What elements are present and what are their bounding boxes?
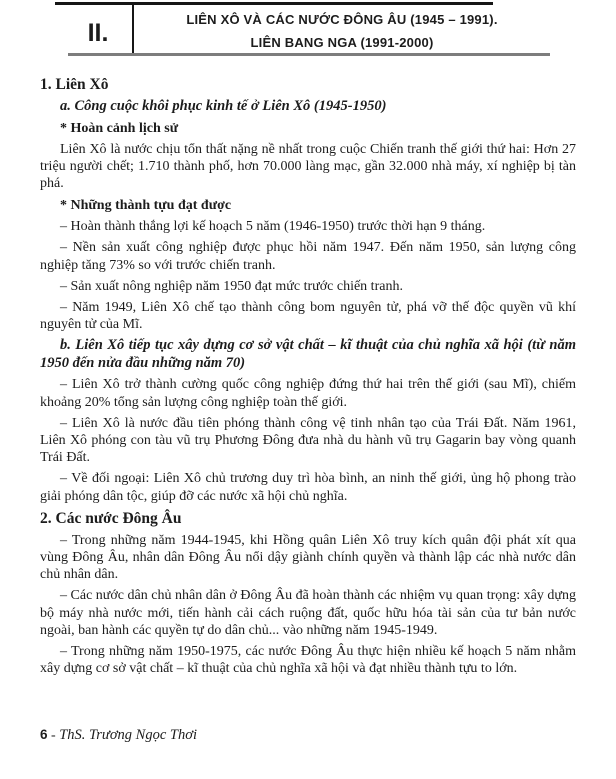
- paragraph: – Liên Xô trở thành cường quốc công nghiệp đứng thứ hai trên thế giới (sau Mĩ), chiếm khoảng 20% tổng sản lượng công nghiệp toàn thế giới.: [40, 377, 576, 410]
- page-number: 6: [40, 727, 48, 742]
- chapter-number: II.: [87, 19, 109, 47]
- paragraph: – Liên Xô là nước đầu tiên phóng thành công vệ tinh nhân tạo của Trái Đất. Năm 1961, Liên Xô phóng con tàu vũ trụ Phương Đông đưa nhà du hành vũ trụ Gagarin bay vòng quanh Trái Đất.: [40, 415, 576, 466]
- paragraph: – Sản xuất nông nghiệp năm 1950 đạt mức trước chiến tranh.: [60, 278, 403, 294]
- paragraph: – Về đối ngoại: Liên Xô chủ trương duy trì hòa bình, an ninh thế giới, ủng hộ phong trào giải phóng dân tộc, giúp đỡ các nước xã hội chủ nghĩa.: [40, 471, 576, 504]
- subsection-a-heading: a. Công cuộc khôi phục kinh tế ở Liên Xô (1945-1950): [60, 98, 387, 114]
- label-nhung-thanh-tuu: * Những thành tựu đạt được: [60, 197, 232, 213]
- paragraph: – Trong những năm 1944-1945, khi Hồng quân Liên Xô truy kích quân đội phát xít qua vùng Đông Âu, nhân dân Đông Âu nổi dậy giành chính quyền và thành lập các nhà nước dân chủ nhân dân.: [40, 532, 576, 583]
- subsection-b-heading: b. Liên Xô tiếp tục xây dựng cơ sở vật chất – kĩ thuật của chủ nghĩa xã hội (từ năm 1950 đến nửa đầu những năm 70): [40, 337, 576, 371]
- paragraph: – Nền sản xuất công nghiệp được phục hồi năm 1947. Đến năm 1950, sản lượng công nghiệp tăng 73% so với trước chiến tranh.: [40, 240, 576, 273]
- chapter-title-line-2: LIÊN BANG NGA (1991-2000): [250, 34, 434, 50]
- section-1-heading: 1. Liên Xô: [40, 76, 109, 93]
- footer-separator: -: [51, 728, 56, 743]
- paragraph: – Các nước dân chủ nhân dân ở Đông Âu đã hoàn thành các nhiệm vụ quan trọng: xây dựng bộ máy nhà nước mới, tiến hành cải cách ruộng đất, quốc hữu hóa tài sản của tư bản nước ngoài, ban hành các quyền tự do dân chủ... vào những năm 1945-1949.: [40, 588, 576, 638]
- chapter-title-line-1: LIÊN XÔ VÀ CÁC NƯỚC ĐÔNG ÂU (1945 – 1991).: [186, 12, 498, 27]
- author-name: ThS. Trương Ngọc Thơi: [59, 727, 197, 743]
- paragraph: – Trong những năm 1950-1975, các nước Đông Âu thực hiện nhiều kế hoạch 5 năm nhằm xây dựng cơ sở vật chất – kĩ thuật của chủ nghĩa xã hội và đạt nhiều thành tựu to lớn.: [40, 643, 576, 677]
- page-body: [40, 73, 576, 681]
- chapter-header-box: [0, 0, 616, 57]
- section-2-heading: 2. Các nước Đông Âu: [40, 509, 182, 527]
- paragraph: – Năm 1949, Liên Xô chế tạo thành công bom nguyên tử, phá vỡ thế độc quyền vũ khí nguyên tử của Mĩ.: [40, 299, 576, 333]
- paragraph: – Hoàn thành thắng lợi kế hoạch 5 năm (1946-1950) trước thời hạn 9 tháng.: [60, 219, 486, 235]
- page-footer: [40, 726, 197, 745]
- paragraph: Liên Xô là nước chịu tổn thất nặng nề nhất trong cuộc Chiến tranh thế giới thứ hai: Hơn 27 triệu người chết; 1.710 thành phố, hơn 70.000 làng mạc, gần 32.000 nhà máy, xí nghiệp bị tàn phá.: [40, 142, 576, 192]
- header-top-rule: [55, 2, 493, 5]
- label-hoan-canh-lich-su: * Hoàn cảnh lịch sử: [60, 120, 179, 136]
- chapter-title: [134, 9, 550, 54]
